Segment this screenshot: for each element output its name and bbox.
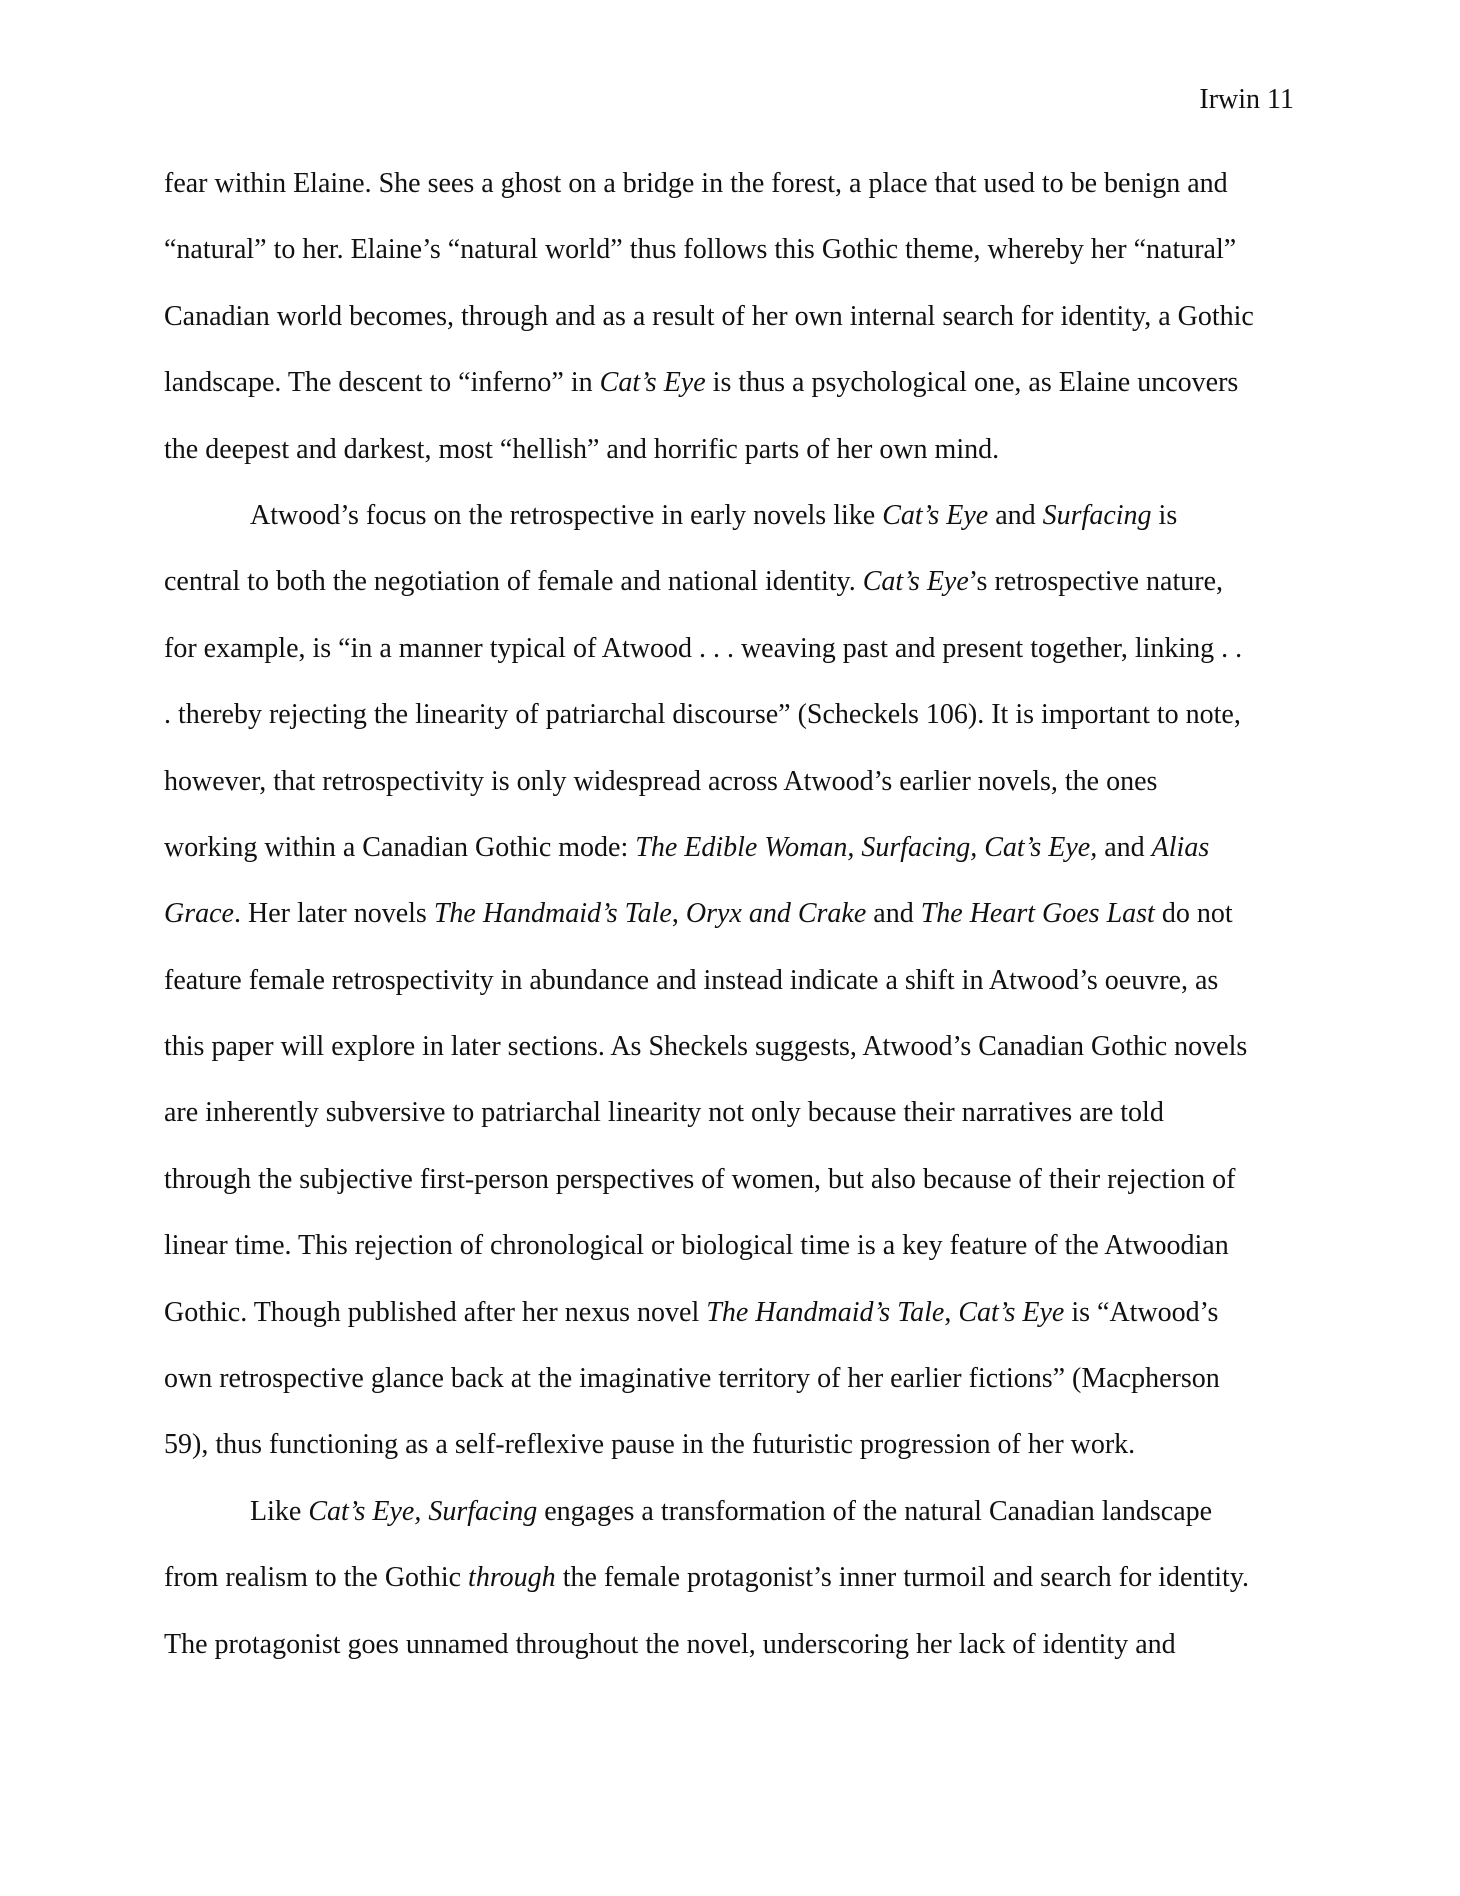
text-line <box>164 1160 1300 1226</box>
text-run: Like <box>250 1495 309 1527</box>
italic-title: The Edible Woman, Surfacing, Cat’s Eye, <box>635 831 1098 863</box>
italic-title: Cat’s Eye <box>958 1296 1065 1328</box>
text-run: is “Atwood’s <box>1064 1296 1219 1328</box>
text-run: . Her later novels <box>233 898 434 930</box>
italic-title: The Handmaid’s Tale <box>433 898 672 930</box>
text-run: the female protagonist’s inner turmoil and search for identity. <box>555 1562 1250 1594</box>
paragraph-first-line <box>164 496 1300 562</box>
text-run: linear time. This rejection of chronological or biological time is a key feature of the Atwoodian <box>164 1230 1229 1262</box>
text-line <box>164 562 1300 628</box>
text-line <box>164 828 1300 894</box>
text-line <box>164 1293 1300 1359</box>
text-run: The protagonist goes unnamed throughout the novel, underscoring her lack of identity and <box>164 1628 1176 1660</box>
text-line <box>164 695 1300 761</box>
text-line <box>164 1625 1300 1691</box>
text-run: , <box>671 898 686 930</box>
text-line <box>164 1093 1300 1159</box>
text-run: and <box>866 898 921 930</box>
italic-title: Cat’s Eye <box>599 367 706 399</box>
text-run: 59), thus functioning as a self-reflexive pause in the futuristic progression of her work. <box>164 1429 1136 1461</box>
text-run: do not <box>1154 898 1233 930</box>
text-run: . thereby rejecting the linearity of patriarchal discourse” (Scheckels 106). It is important to note, <box>164 699 1241 731</box>
italic-title: The Handmaid’s Tale <box>706 1296 945 1328</box>
italic-title: Surfacing <box>1042 499 1152 531</box>
italic-title: Cat’s Eye <box>862 566 969 598</box>
italic-title: through <box>468 1562 556 1594</box>
italic-title: Oryx and Crake <box>685 898 867 930</box>
text-run: from realism to the Gothic <box>164 1562 469 1594</box>
italic-title: Cat’s Eye <box>882 499 989 531</box>
italic-title: Grace <box>164 898 234 930</box>
text-line <box>164 230 1300 296</box>
text-line <box>164 629 1300 695</box>
text-run: and <box>988 499 1043 531</box>
text-run: is thus a psychological one, as Elaine uncovers <box>705 367 1239 399</box>
italic-title: The Heart Goes Last <box>920 898 1155 930</box>
italic-title: Cat’s Eye, Surfacing <box>308 1495 538 1527</box>
text-run: however, that retrospectivity is only widespread across Atwood’s earlier novels, the ones <box>164 765 1158 797</box>
text-run: , <box>944 1296 959 1328</box>
text-run: engages a transformation of the natural Canadian landscape <box>537 1495 1213 1527</box>
text-line <box>164 762 1300 828</box>
text-line <box>164 164 1300 230</box>
text-run: landscape. The descent to “inferno” in <box>164 367 600 399</box>
text-run: Canadian world becomes, through and as a result of her own internal search for identity, a Gothic <box>164 300 1254 332</box>
text-line <box>164 1425 1300 1491</box>
text-run: own retrospective glance back at the imaginative territory of her earlier fictions” (Macpherson <box>164 1363 1220 1395</box>
text-run: through the subjective first-person perspectives of women, but also because of their rejection of <box>164 1163 1236 1195</box>
italic-title: Alias <box>1151 831 1210 863</box>
text-run: fear within Elaine. She sees a ghost on a bridge in the forest, a place that used to be benign and <box>164 168 1228 199</box>
text-line <box>164 297 1300 363</box>
text-run: the deepest and darkest, most “hellish” and horrific parts of her own mind. <box>164 433 1000 465</box>
text-run: “natural” to her. Elaine’s “natural world” thus follows this Gothic theme, whereby her “natural” <box>164 234 1237 266</box>
text-run: this paper will explore in later sections. As Sheckels suggests, Atwood’s Canadian Gothic novels <box>164 1031 1248 1063</box>
text-line <box>164 1027 1300 1093</box>
text-run: ’s retrospective nature, <box>968 566 1224 598</box>
text-line <box>164 894 1300 960</box>
text-run: central to both the negotiation of female and national identity. <box>164 566 863 598</box>
text-line <box>164 1226 1300 1292</box>
text-line <box>164 363 1300 429</box>
text-line <box>164 961 1300 1027</box>
text-run: is <box>1151 499 1178 531</box>
text-run: Gothic. Though published after her nexus novel <box>164 1296 707 1328</box>
running-header: Irwin 11 <box>1199 84 1294 115</box>
text-line <box>164 1359 1300 1425</box>
text-run: feature female retrospectivity in abundance and instead indicate a shift in Atwood’s oeuvre, as <box>164 964 1219 996</box>
text-run: and <box>1097 831 1152 863</box>
text-run: are inherently subversive to patriarchal linearity not only because their narratives are told <box>164 1097 1164 1129</box>
text-run: working within a Canadian Gothic mode: <box>164 831 636 863</box>
text-line <box>164 430 1300 496</box>
text-run: Atwood’s focus on the retrospective in early novels like <box>250 499 883 531</box>
text-line <box>164 1558 1300 1624</box>
paragraph-first-line <box>164 1492 1300 1558</box>
text-run: for example, is “in a manner typical of Atwood . . . weaving past and present together, linking . . <box>164 632 1243 664</box>
body-text <box>164 164 1300 1691</box>
